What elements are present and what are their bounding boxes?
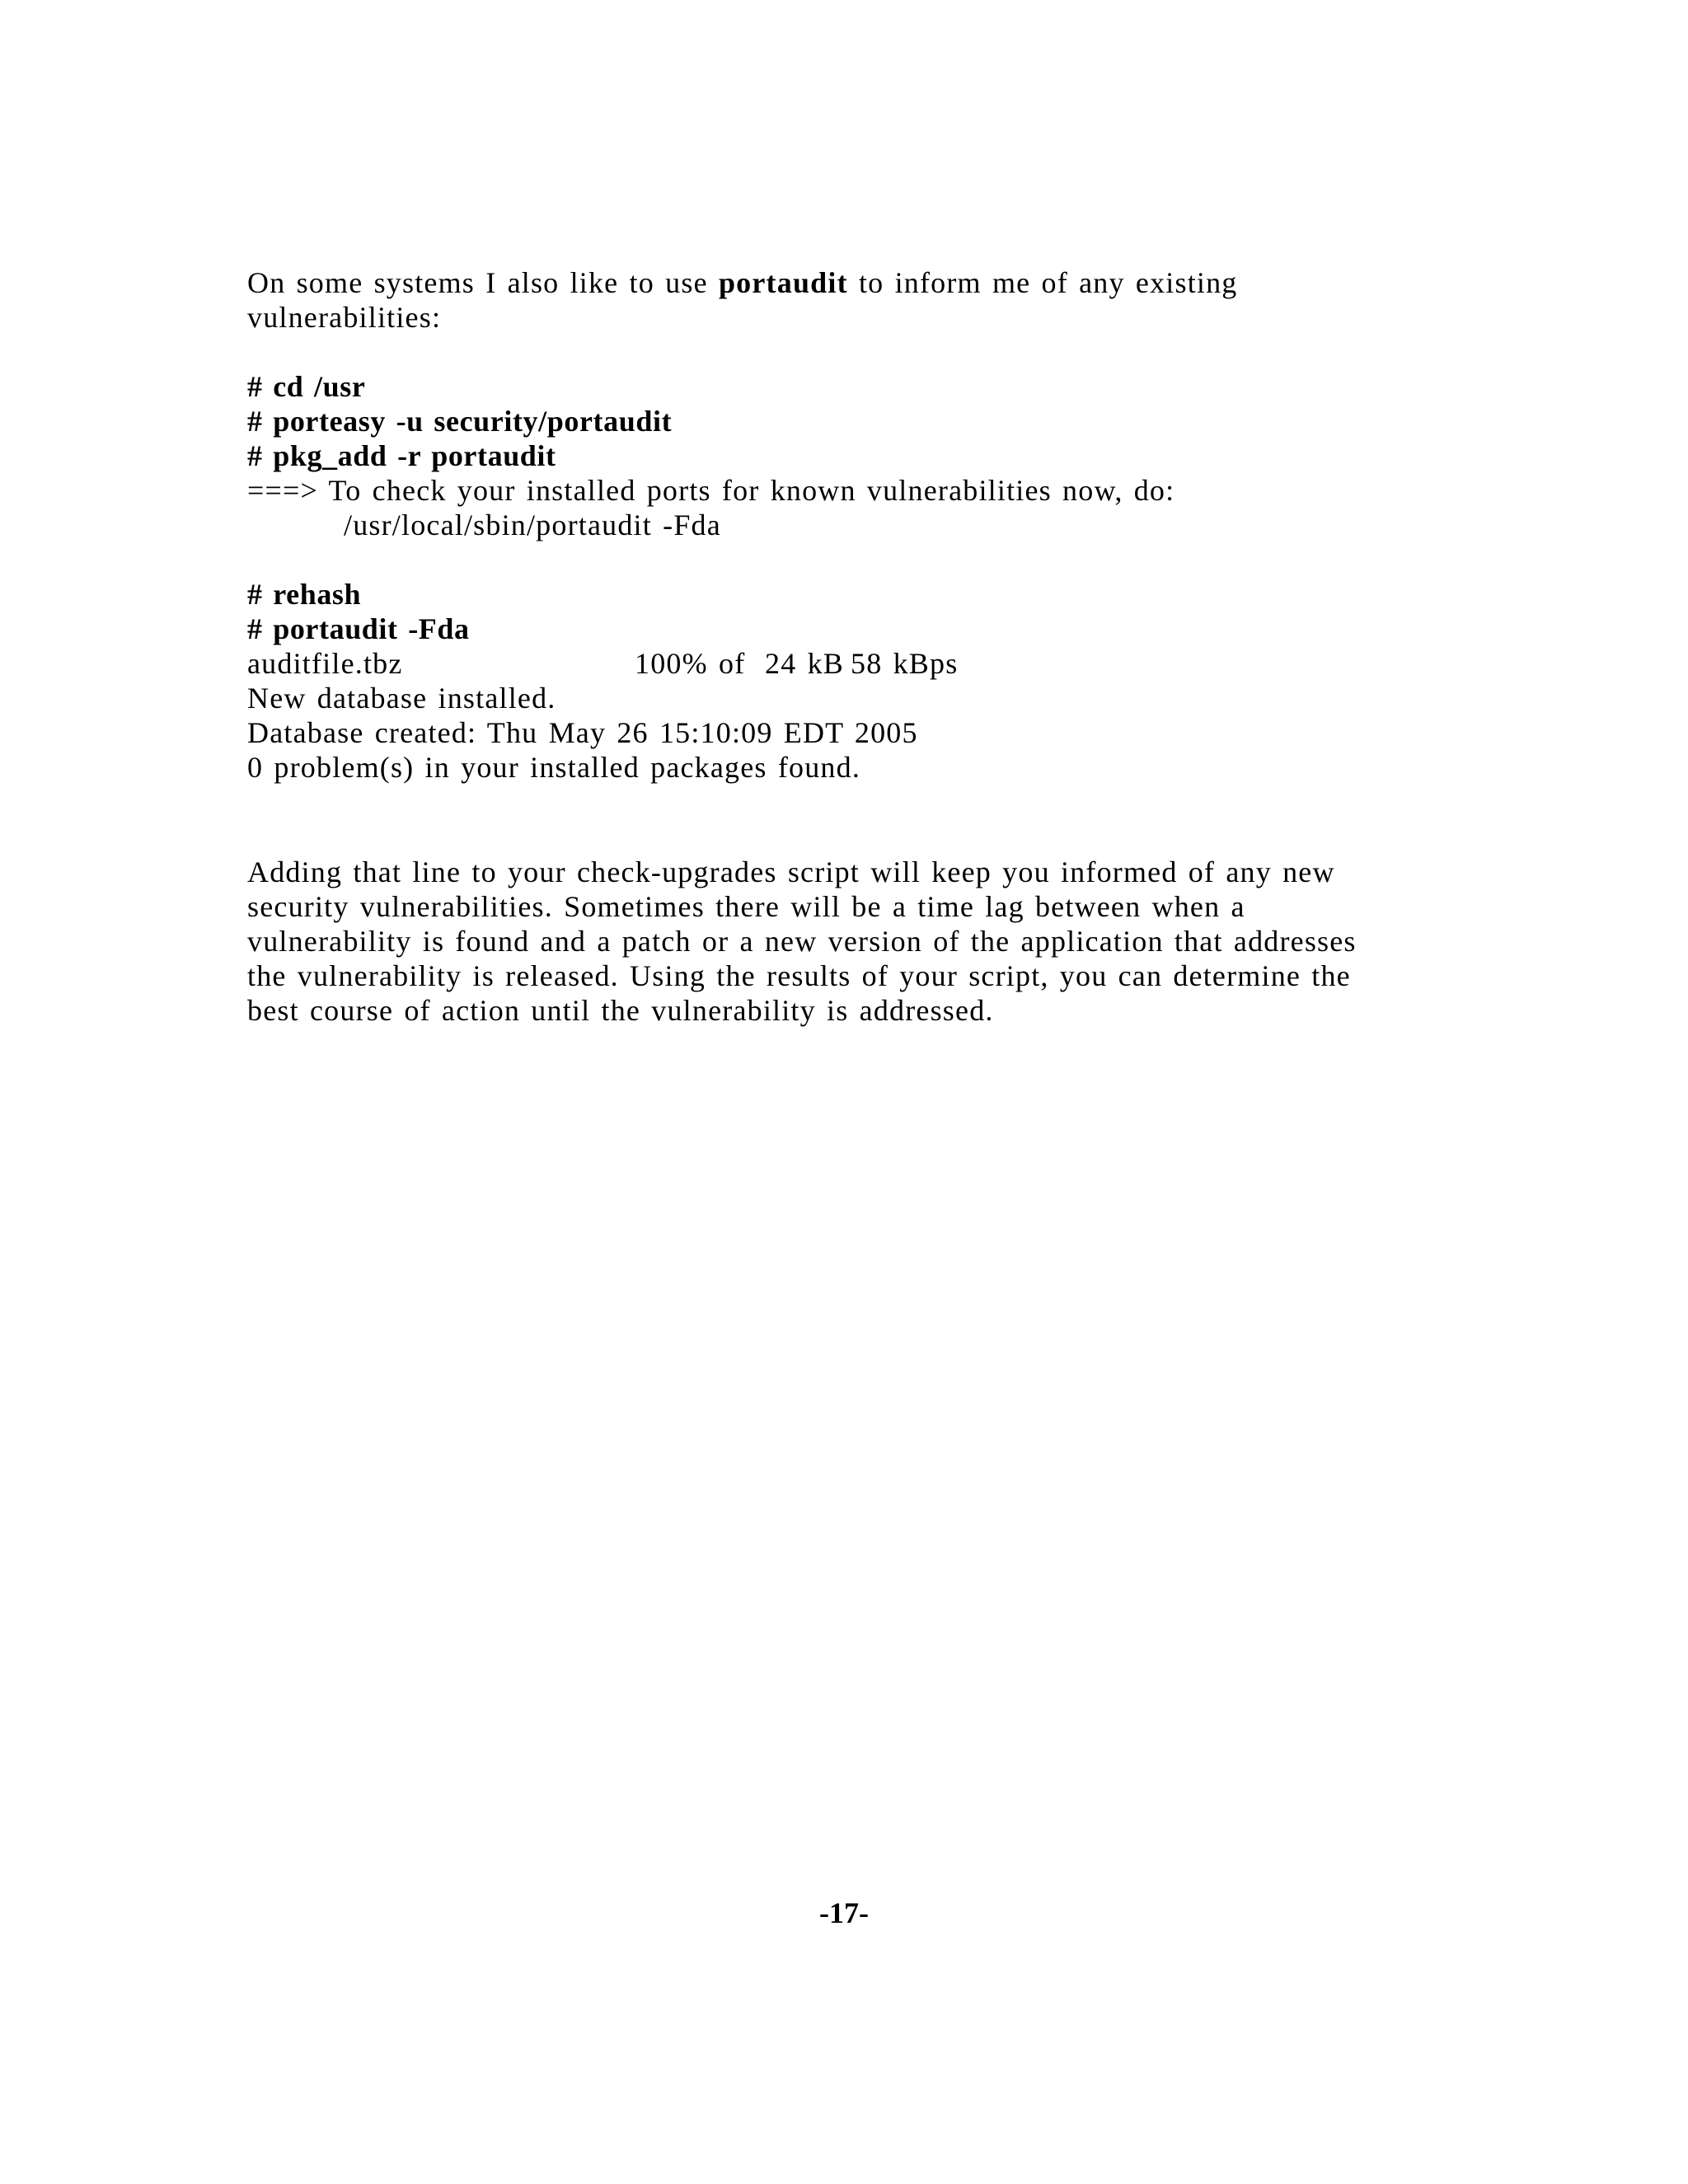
command-rehash: # rehash: [247, 578, 362, 611]
command-cd: # cd /usr: [247, 370, 366, 403]
intro-line-2: vulnerabilities:: [247, 301, 442, 334]
page-number: -17-: [819, 1896, 869, 1929]
database-created: Database created: Thu May 26 15:10:09 EDT 2005: [247, 716, 918, 749]
closing-line: the vulnerability is released. Using the results of your script, you can determine the: [247, 959, 1351, 992]
intro-line-1: [247, 265, 1238, 300]
fetch-filename: auditfile.tbz: [247, 647, 403, 680]
intro-text: On some systems I also like to use: [247, 266, 719, 299]
closing-line: security vulnerabilities. Sometimes there will be a time lag between when a: [247, 890, 1245, 923]
command-porteasy: # porteasy -u security/portaudit: [247, 405, 673, 438]
fetch-rate: 58 kBps: [851, 647, 959, 680]
install-notice-path: /usr/local/sbin/portaudit -Fda: [344, 509, 721, 541]
closing-line: best course of action until the vulnerability is addressed.: [247, 994, 994, 1027]
closing-line: vulnerability is found and a patch or a new version of the application that addresses: [247, 925, 1357, 958]
command-portaudit: # portaudit -Fda: [247, 612, 470, 645]
problems-found: 0 problem(s) in your installed packages found.: [247, 751, 861, 784]
intro-text: to inform me of any existing: [847, 266, 1238, 299]
command-pkg-add: # pkg_add -r portaudit: [247, 439, 556, 472]
database-installed: New database installed.: [247, 682, 556, 715]
fetch-size: 24 kB: [765, 647, 845, 680]
install-notice: ===> To check your installed ports for known vulnerabilities now, do:: [247, 474, 1175, 507]
install-commands: [247, 369, 1175, 542]
fetch-percent: 100% of: [635, 647, 746, 680]
audit-run-output: [247, 577, 958, 785]
intro-paragraph: [247, 265, 1238, 335]
closing-line: Adding that line to your check-upgrades script will keep you informed of any new: [247, 855, 1335, 888]
closing-paragraph: [247, 855, 1357, 1028]
fetch-progress-line: [247, 646, 958, 681]
portaudit-emphasis: portaudit: [718, 266, 848, 299]
